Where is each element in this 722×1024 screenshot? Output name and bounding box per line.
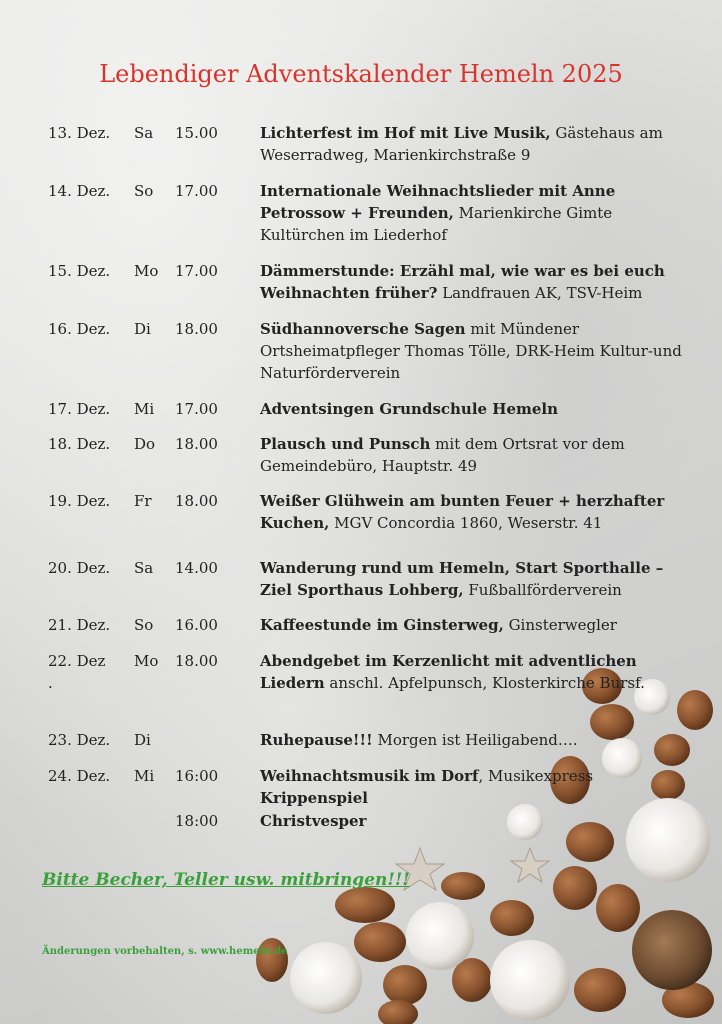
page-title: Lebendiger Adventskalender Hemeln 2025 bbox=[99, 60, 623, 88]
event-time: 14.00 bbox=[175, 559, 218, 577]
footer-note: Bitte Becher, Teller usw. mitbringen!!! bbox=[42, 870, 410, 890]
event-title: Christvesper bbox=[260, 812, 367, 830]
event-weekday: Mi bbox=[134, 767, 155, 785]
event-title: Kaffeestunde im Ginsterweg, bbox=[260, 616, 504, 634]
event-date: 18. Dez. bbox=[48, 435, 111, 453]
event-title: Wanderung rund um Hemeln, Start Sporthalle – Ziel Sporthaus Lohberg, bbox=[260, 559, 664, 599]
event-location: Gästehaus am Weserradweg, Marienkirchstraße 9 bbox=[260, 124, 663, 164]
event-title: Dämmerstunde: Erzähl mal, wie war es bei euch Weihnachten früher? bbox=[260, 262, 665, 302]
decoration-nuts-pinecones bbox=[250, 650, 722, 1024]
event-time: 15.00 bbox=[175, 124, 218, 142]
event-time: 17.00 bbox=[175, 262, 218, 280]
event-weekday: Mi bbox=[134, 400, 155, 418]
event-description bbox=[260, 810, 685, 832]
footer-disclaimer: Änderungen vorbehalten, s. www.hemeln.de bbox=[42, 946, 288, 957]
event-time: 17.00 bbox=[175, 400, 218, 418]
event-date: 22. Dez bbox=[48, 652, 106, 670]
event-description bbox=[260, 122, 685, 166]
event-location: Fußballförderverein bbox=[463, 581, 622, 599]
event-description bbox=[260, 765, 685, 787]
event-description bbox=[260, 260, 685, 304]
event-location: Landfrauen AK, TSV-Heim bbox=[437, 284, 643, 302]
event-description bbox=[260, 490, 685, 534]
event-time: 18.00 bbox=[175, 435, 218, 453]
event-title: Ruhepause!!! bbox=[260, 731, 373, 749]
event-description bbox=[260, 398, 685, 420]
event-weekday: Mo bbox=[134, 652, 159, 670]
event-description bbox=[260, 318, 685, 384]
event-location: Morgen ist Heiligabend…. bbox=[372, 731, 578, 749]
event-title: Internationale Weihnachtslieder mit Anne Petrossow + Freunden, bbox=[260, 182, 616, 222]
event-date: 19. Dez. bbox=[48, 492, 111, 510]
event-weekday: Di bbox=[134, 320, 151, 338]
event-date: 21. Dez. bbox=[48, 616, 111, 634]
event-time: 18:00 bbox=[175, 812, 219, 830]
event-weekday: Di bbox=[134, 731, 151, 749]
event-title: Abendgebet im Kerzenlicht mit adventlichen Liedern bbox=[260, 652, 637, 692]
event-description bbox=[260, 729, 685, 751]
event-title: Weihnachtsmusik im Dorf bbox=[260, 767, 479, 785]
event-time: 18.00 bbox=[175, 492, 218, 510]
event-description bbox=[260, 180, 685, 246]
event-time: 16.00 bbox=[175, 616, 218, 634]
event-date: 20. Dez. bbox=[48, 559, 111, 577]
event-title: Plausch und Punsch bbox=[260, 435, 431, 453]
event-time: 17.00 bbox=[175, 182, 218, 200]
event-weekday: Sa bbox=[134, 559, 154, 577]
event-description bbox=[260, 433, 685, 477]
event-location: anschl. Apfelpunsch, Klosterkirche Bursf. bbox=[324, 674, 645, 692]
event-date: 16. Dez. bbox=[48, 320, 111, 338]
event-weekday: Mo bbox=[134, 262, 159, 280]
event-date: 23. Dez. bbox=[48, 731, 111, 749]
event-description bbox=[260, 614, 685, 636]
event-weekday: Sa bbox=[134, 124, 154, 142]
event-weekday: So bbox=[134, 616, 154, 634]
event-title: Südhannoversche Sagen bbox=[260, 320, 466, 338]
event-title: Lichterfest im Hof mit Live Musik, bbox=[260, 124, 551, 142]
event-date: 14. Dez. bbox=[48, 182, 111, 200]
event-location: Marienkirche Gimte Kultürchen im Liederhof bbox=[260, 204, 613, 244]
event-title: Adventsingen Grundschule Hemeln bbox=[260, 400, 559, 418]
event-date: 17. Dez. bbox=[48, 400, 111, 418]
stray-dot: . bbox=[48, 674, 53, 692]
event-weekday: So bbox=[134, 182, 154, 200]
event-date: 13. Dez. bbox=[48, 124, 111, 142]
event-date: 15. Dez. bbox=[48, 262, 111, 280]
event-title: Krippenspiel bbox=[260, 789, 368, 807]
event-description bbox=[260, 650, 685, 694]
event-weekday: Fr bbox=[134, 492, 152, 510]
event-location: mit Mündener Ortsheimatpfleger Thomas Tölle, DRK-Heim Kultur-und Naturförderverein bbox=[260, 320, 682, 382]
event-description bbox=[260, 787, 685, 809]
event-date: 24. Dez. bbox=[48, 767, 111, 785]
event-time: 18.00 bbox=[175, 320, 218, 338]
event-location: MGV Concordia 1860, Weserstr. 41 bbox=[329, 514, 603, 532]
event-time: 16:00 bbox=[175, 767, 219, 785]
event-location: mit dem Ortsrat vor dem Gemeindebüro, Hauptstr. 49 bbox=[260, 435, 625, 475]
event-title: Weißer Glühwein am bunten Feuer + herzhafter Kuchen, bbox=[260, 492, 665, 532]
event-time: 18.00 bbox=[175, 652, 218, 670]
event-location: , Musikexpress bbox=[478, 767, 594, 785]
event-description bbox=[260, 557, 685, 601]
event-location: Ginsterwegler bbox=[503, 616, 617, 634]
event-weekday: Do bbox=[134, 435, 156, 453]
